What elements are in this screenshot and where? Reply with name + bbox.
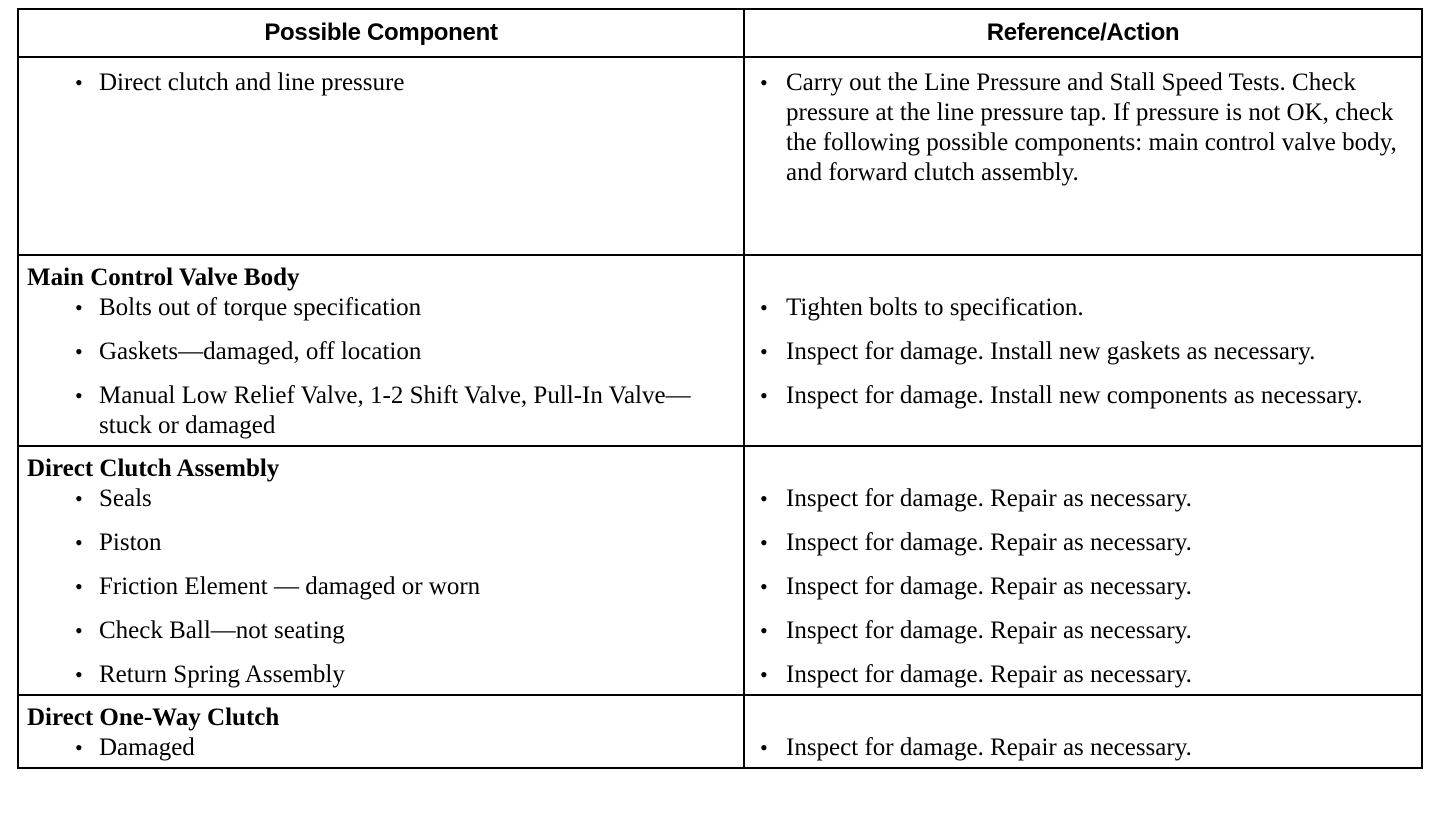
list-item	[745, 381, 1421, 411]
list-item	[745, 293, 1421, 323]
list-item	[745, 660, 1421, 690]
action-text: Inspect for damage. Install new gaskets as necessary.	[786, 338, 1316, 365]
list-item	[745, 616, 1421, 646]
bullet-icon: •	[75, 339, 83, 364]
list-item	[745, 733, 1421, 763]
action-text: Inspect for damage. Repair as necessary.	[786, 529, 1192, 556]
list-item	[745, 484, 1421, 514]
bullet-icon: •	[760, 574, 768, 599]
component-text: Seals	[99, 485, 152, 512]
bullet-icon: •	[75, 70, 83, 95]
list-item	[19, 660, 743, 690]
list-item	[19, 381, 743, 441]
bullet-icon: •	[760, 339, 768, 364]
bullet-icon: •	[75, 486, 83, 511]
list-item	[745, 528, 1421, 558]
section-row	[18, 255, 1422, 446]
bullet-icon: •	[75, 735, 83, 760]
section-action-cell	[744, 255, 1422, 446]
section-component-cell	[18, 446, 744, 695]
component-text: Manual Low Relief Valve, 1-2 Shift Valve, Pull-In Valve—stuck or damaged	[99, 382, 691, 439]
bullet-icon: •	[760, 735, 768, 760]
section-row	[18, 446, 1422, 695]
bullet-icon: •	[75, 530, 83, 555]
section-row	[18, 695, 1422, 768]
section-component-cell	[18, 255, 744, 446]
intro-row	[18, 57, 1422, 255]
header-reference-action: Reference/Action	[744, 9, 1422, 57]
component-text: Direct clutch and line pressure	[99, 69, 405, 96]
bullet-icon: •	[760, 530, 768, 555]
component-text: Friction Element — damaged or worn	[99, 573, 481, 600]
intro-action-cell	[744, 57, 1422, 255]
bullet-icon: •	[75, 618, 83, 643]
bullet-icon: •	[75, 295, 83, 320]
component-text: Bolts out of torque specification	[99, 294, 422, 321]
list-item	[19, 484, 743, 514]
list-item	[19, 616, 743, 646]
component-text: Check Ball—not seating	[99, 617, 345, 644]
section-title: Main Control Valve Body	[27, 264, 300, 291]
list-item	[19, 528, 743, 558]
list-item	[745, 68, 1421, 188]
component-text: Return Spring Assembly	[99, 661, 345, 688]
bullet-icon: •	[75, 383, 83, 408]
list-item	[19, 68, 743, 98]
list-item	[19, 733, 743, 763]
header-row	[18, 9, 1422, 57]
list-item	[19, 337, 743, 367]
bullet-icon: •	[760, 70, 768, 95]
list-item	[745, 337, 1421, 367]
bullet-icon: •	[760, 662, 768, 687]
section-component-cell	[18, 695, 744, 768]
component-text: Damaged	[99, 734, 195, 761]
action-text: Inspect for damage. Repair as necessary.	[786, 573, 1192, 600]
bullet-icon: •	[760, 618, 768, 643]
section-action-cell	[744, 695, 1422, 768]
intro-component-cell	[18, 57, 744, 255]
bullet-icon: •	[760, 383, 768, 408]
action-text: Inspect for damage. Install new components as necessary.	[786, 382, 1363, 409]
action-text: Carry out the Line Pressure and Stall Speed Tests. Check pressure at the line pressure tap. If pressure is not OK, check the following possible components: main control valve body, and forward clutch assembly.	[786, 69, 1397, 186]
component-text: Gaskets—damaged, off location	[99, 338, 422, 365]
bullet-icon: •	[760, 295, 768, 320]
section-title: Direct Clutch Assembly	[27, 455, 280, 482]
bullet-icon: •	[760, 486, 768, 511]
action-text: Inspect for damage. Repair as necessary.	[786, 734, 1192, 761]
list-item	[745, 572, 1421, 602]
action-text: Inspect for damage. Repair as necessary.	[786, 617, 1192, 644]
bullet-icon: •	[75, 662, 83, 687]
header-possible-component: Possible Component	[18, 9, 744, 57]
section-title: Direct One-Way Clutch	[27, 704, 280, 731]
action-text: Tighten bolts to specification.	[786, 294, 1084, 321]
action-text: Inspect for damage. Repair as necessary.	[786, 661, 1192, 688]
list-item	[19, 572, 743, 602]
section-action-cell	[744, 446, 1422, 695]
list-item	[19, 293, 743, 323]
diagnosis-table	[17, 8, 1423, 769]
action-text: Inspect for damage. Repair as necessary.	[786, 485, 1192, 512]
bullet-icon: •	[75, 574, 83, 599]
component-text: Piston	[99, 529, 162, 556]
